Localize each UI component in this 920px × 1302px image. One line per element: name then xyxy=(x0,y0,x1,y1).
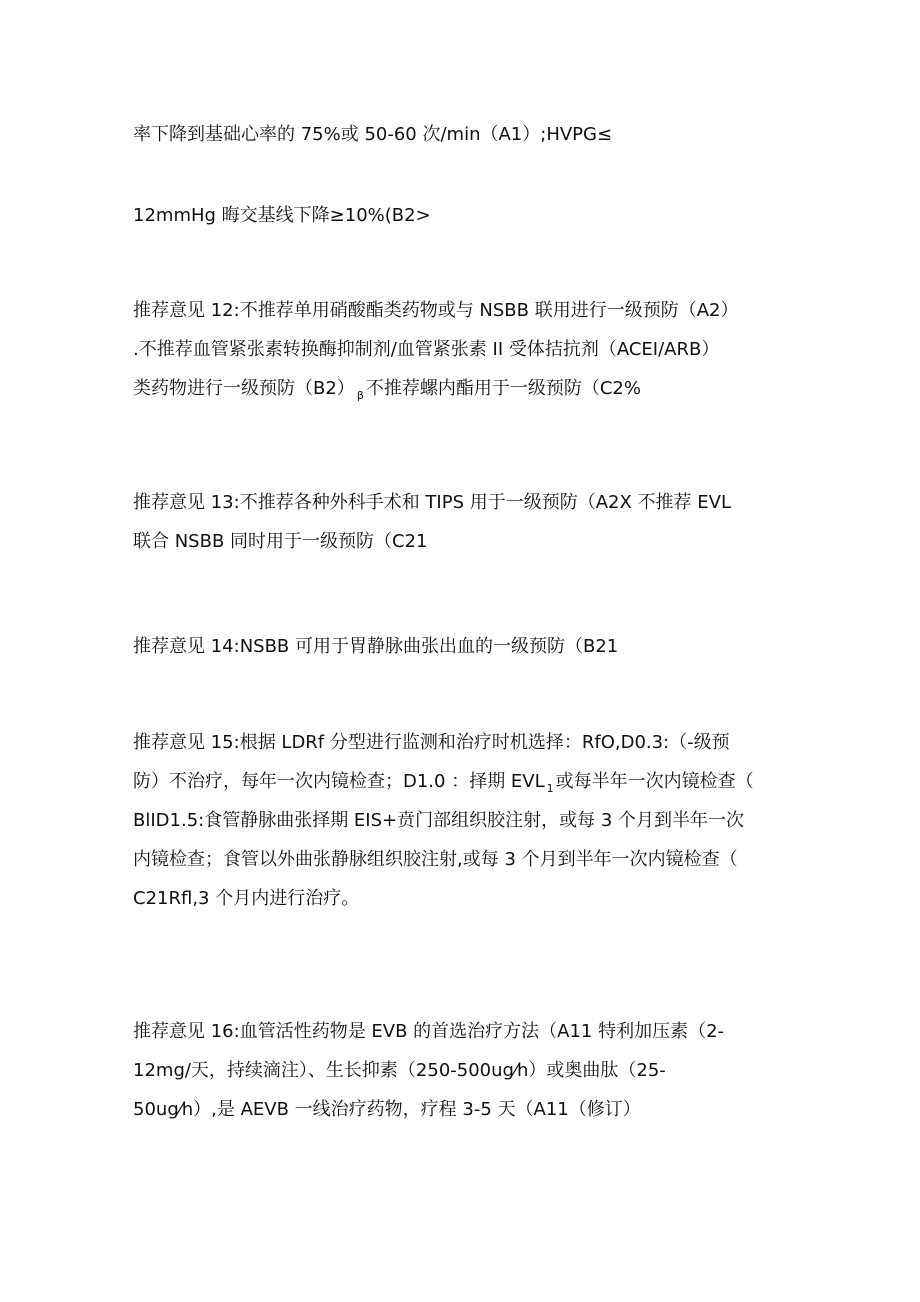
text-segment: 防）不治疗，每年一次内镜检查；D1.0 ：择期 EVL xyxy=(133,771,545,792)
paragraph-recommendation-13 xyxy=(133,483,803,561)
paragraph-hvpg-target xyxy=(133,196,803,235)
paragraph-recommendation-12 xyxy=(133,291,803,408)
paragraph-heart-rate-target xyxy=(133,115,803,154)
text-line: 12mg/天，持续滴注）、生长抑素（250-500ug⁄h）或奥曲肽（25- xyxy=(133,1060,666,1081)
text-line: 推荐意见 13:不推荐各种外科手术和 TIPS 用于一级预防（A2X 不推荐 EVL xyxy=(133,492,731,513)
subscript-one: 1 xyxy=(546,782,554,795)
text-line: 联合 NSBB 同时用于一级预防（C21 xyxy=(133,531,428,552)
text-line: 推荐意见 12:不推荐单用硝酸酯类药物或与 NSBB 联用进行一级预防（A2） xyxy=(133,300,739,321)
text-line: 推荐意见 14:NSBB 可用于胃静脉曲张出血的一级预防（B21 xyxy=(133,636,619,657)
text-line xyxy=(133,369,803,408)
text-segment: 不推荐螺内酯用于一级预防（C2% xyxy=(365,378,641,399)
text-line: 推荐意见 15:根据 LDRf 分型进行监测和治疗时机选择：RfO,D0.3:（-级预 xyxy=(133,732,730,753)
text-segment: 或每半年一次内镜检查（ xyxy=(555,771,754,792)
paragraph-recommendation-15 xyxy=(133,723,803,918)
text-line: 12mmHg 晦交基线下降≥10%(B2> xyxy=(133,205,431,226)
text-line: .不推荐血管紧张素转换酶抑制剂/血管紧张素 II 受体拮抗剂（ACEI/ARB） xyxy=(133,339,720,360)
paragraph-recommendation-14 xyxy=(133,627,803,666)
text-line: 内镜检查；食管以外曲张静脉组织胶注射,或每 3 个月到半年一次内镜检查（ xyxy=(133,849,738,870)
text-line: BlID1.5:食管静脉曲张择期 EIS+贲门部组织胶注射，或每 3 个月到半年一次 xyxy=(133,810,745,831)
paragraph-recommendation-16 xyxy=(133,1012,803,1129)
text-line: 推荐意见 16:血管活性药物是 EVB 的首选治疗方法（A11 特利加压素（2- xyxy=(133,1021,725,1042)
subscript-beta: β xyxy=(356,389,364,402)
text-line: 率下降到基础心率的 75%或 50-60 次/min（A1）;HVPG≤ xyxy=(133,124,613,145)
text-segment: 类药物进行一级预防（B2） xyxy=(133,378,355,399)
text-line xyxy=(133,762,803,801)
text-line: 50ug⁄h）,是 AEVB 一线治疗药物，疗程 3-5 天（A11（修订） xyxy=(133,1099,641,1120)
text-line: C21Rfl,3 个月内进行治疗。 xyxy=(133,888,360,909)
